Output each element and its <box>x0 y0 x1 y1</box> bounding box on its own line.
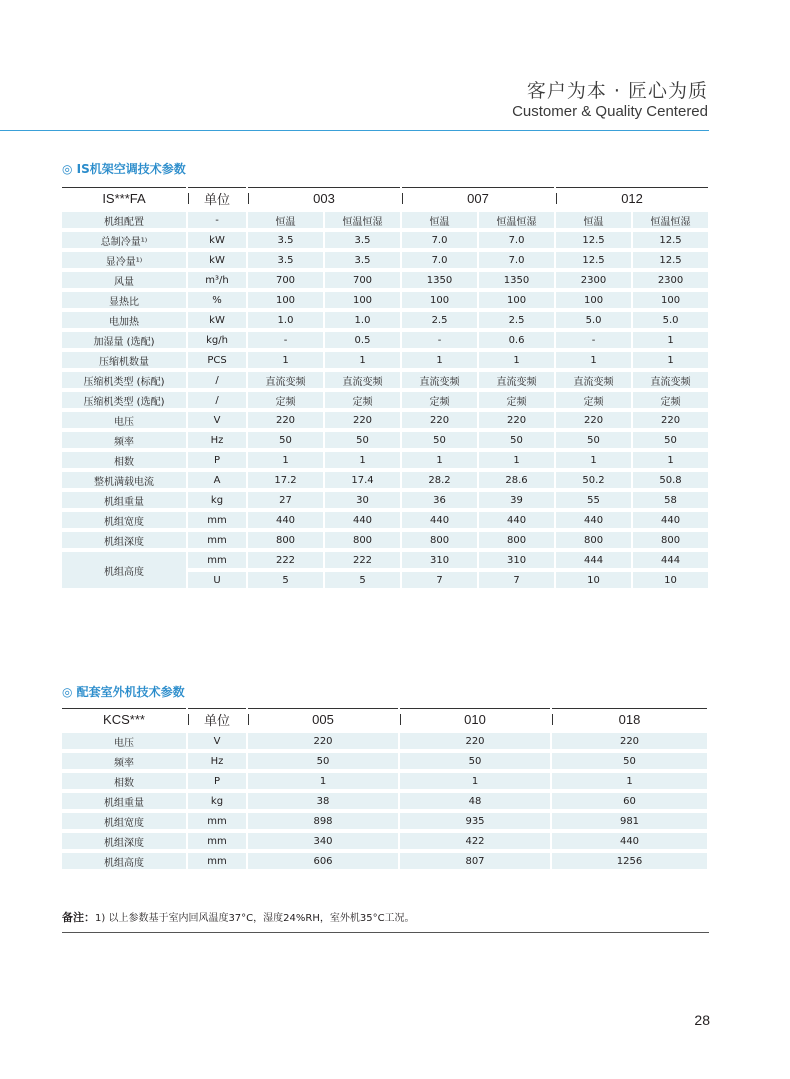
row-value: 58 <box>633 492 708 508</box>
row-unit: mm <box>188 512 246 528</box>
table-row <box>62 232 708 248</box>
table-row <box>62 332 708 348</box>
row-unit: Hz <box>188 432 246 448</box>
row-value: 38 <box>248 793 398 809</box>
row-value: 60 <box>552 793 707 809</box>
row-value: 定频 <box>325 392 400 408</box>
row-value: 440 <box>556 512 631 528</box>
row-label: 频率 <box>62 432 186 448</box>
row-unit: P <box>188 452 246 468</box>
row-value: 50 <box>248 753 398 769</box>
row-value: 1 <box>248 773 398 789</box>
table-row <box>62 492 708 508</box>
row-label: 机组重量 <box>62 793 186 809</box>
row-value: 220 <box>400 733 550 749</box>
table-row <box>62 733 707 749</box>
row-value: 440 <box>633 512 708 528</box>
row-value: 100 <box>633 292 708 308</box>
row-label: 压缩机类型 (选配) <box>62 392 186 408</box>
row-value: 30 <box>325 492 400 508</box>
row-value: 1 <box>556 452 631 468</box>
row-value: 恒温恒湿 <box>479 212 554 228</box>
table-row <box>62 292 708 308</box>
row-label: 相数 <box>62 452 186 468</box>
row-value: 444 <box>633 552 708 568</box>
row-value: 12.5 <box>633 252 708 268</box>
row-value: 12.5 <box>556 252 631 268</box>
row-value: 恒温 <box>248 212 323 228</box>
row-label: 机组深度 <box>62 532 186 548</box>
row-value: 440 <box>248 512 323 528</box>
row-unit: / <box>188 392 246 408</box>
row-label: 机组宽度 <box>62 813 186 829</box>
row-value: 1.0 <box>248 312 323 328</box>
row-value: 310 <box>402 552 477 568</box>
table-row <box>62 372 708 388</box>
row-value: - <box>402 332 477 348</box>
row-value: 2.5 <box>479 312 554 328</box>
row-value: 1350 <box>402 272 477 288</box>
row-value: 50 <box>633 432 708 448</box>
row-value: 恒温 <box>402 212 477 228</box>
row-value: 1 <box>633 352 708 368</box>
row-value: 5 <box>325 572 400 588</box>
row-value: 55 <box>556 492 631 508</box>
page-number: 28 <box>694 1012 710 1028</box>
row-value: 10 <box>633 572 708 588</box>
row-unit: U <box>188 572 246 588</box>
row-unit: V <box>188 412 246 428</box>
row-value: 800 <box>479 532 554 548</box>
table-row <box>62 252 708 268</box>
row-value: 222 <box>325 552 400 568</box>
row-value: 220 <box>248 412 323 428</box>
header-model-010: 010 <box>400 708 550 729</box>
row-value: 定频 <box>479 392 554 408</box>
table-row <box>62 272 708 288</box>
row-value: 0.6 <box>479 332 554 348</box>
table-row <box>62 212 708 228</box>
row-value: 220 <box>248 733 398 749</box>
table-row <box>62 813 707 829</box>
table-row <box>62 512 708 528</box>
kcs-spec-table <box>60 704 709 873</box>
row-value: 12.5 <box>556 232 631 248</box>
row-unit: / <box>188 372 246 388</box>
row-unit: Hz <box>188 753 246 769</box>
row-value: 100 <box>479 292 554 308</box>
row-value: 220 <box>402 412 477 428</box>
row-value: 898 <box>248 813 398 829</box>
header-model: IS***FA <box>62 187 186 208</box>
table-row <box>62 773 707 789</box>
row-value: 1.0 <box>325 312 400 328</box>
row-value: 10 <box>556 572 631 588</box>
table-row <box>62 352 708 368</box>
row-value: 1 <box>248 452 323 468</box>
row-value: 定频 <box>633 392 708 408</box>
row-value: 100 <box>402 292 477 308</box>
section-title-is: ◎ IS机架空调技术参数 <box>62 162 186 176</box>
row-value: 1 <box>479 352 554 368</box>
row-value: 1 <box>402 452 477 468</box>
footnote <box>62 909 415 925</box>
row-value: 220 <box>552 733 707 749</box>
row-value: 220 <box>556 412 631 428</box>
row-value: 1 <box>633 452 708 468</box>
table-row <box>62 793 707 809</box>
header-model-012: 012 <box>556 187 708 208</box>
row-value: 直流变频 <box>325 372 400 388</box>
row-value: 定频 <box>556 392 631 408</box>
row-value: 220 <box>479 412 554 428</box>
header-subtitle: Customer & Quality Centered <box>512 103 708 120</box>
row-unit: kW <box>188 312 246 328</box>
table-row <box>62 753 707 769</box>
row-label: 整机满载电流 <box>62 472 186 488</box>
table-row <box>62 432 708 448</box>
row-label: 总制冷量¹⁾ <box>62 232 186 248</box>
row-value: 1 <box>248 352 323 368</box>
row-value: 800 <box>402 532 477 548</box>
row-value: 50 <box>556 432 631 448</box>
table-row <box>62 392 708 408</box>
row-value: - <box>556 332 631 348</box>
row-unit: mm <box>188 853 246 869</box>
row-unit: m³/h <box>188 272 246 288</box>
footnote-divider <box>62 932 709 933</box>
row-value: 17.4 <box>325 472 400 488</box>
row-value: 28.6 <box>479 472 554 488</box>
row-value: 17.2 <box>248 472 323 488</box>
row-value: - <box>248 332 323 348</box>
row-value: 800 <box>325 532 400 548</box>
row-unit: % <box>188 292 246 308</box>
row-unit: mm <box>188 532 246 548</box>
row-value: 直流变频 <box>556 372 631 388</box>
row-label: 相数 <box>62 773 186 789</box>
row-value: 3.5 <box>325 252 400 268</box>
header-title: 客户为本 · 匠心为质 <box>526 80 708 102</box>
row-value: 1350 <box>479 272 554 288</box>
header-model-003: 003 <box>248 187 400 208</box>
row-value: 50.2 <box>556 472 631 488</box>
row-value: 1 <box>325 352 400 368</box>
row-unit: kg <box>188 492 246 508</box>
row-value: 5.0 <box>633 312 708 328</box>
row-value: 440 <box>325 512 400 528</box>
row-value: 310 <box>479 552 554 568</box>
row-value: 27 <box>248 492 323 508</box>
table-row <box>62 452 708 468</box>
header-unit: 单位 <box>188 708 246 729</box>
row-value: 定频 <box>248 392 323 408</box>
row-value: 直流变频 <box>402 372 477 388</box>
row-value: 222 <box>248 552 323 568</box>
row-value: 50 <box>402 432 477 448</box>
row-value: 7.0 <box>479 232 554 248</box>
row-value: 1 <box>556 352 631 368</box>
row-label: 机组宽度 <box>62 512 186 528</box>
row-value: 50.8 <box>633 472 708 488</box>
row-unit: mm <box>188 813 246 829</box>
row-value: 3.5 <box>248 252 323 268</box>
row-value: 直流变频 <box>479 372 554 388</box>
table-row <box>62 412 708 428</box>
row-label: 机组高度 <box>62 552 186 588</box>
row-value: 444 <box>556 552 631 568</box>
row-value: 100 <box>248 292 323 308</box>
row-value: 981 <box>552 813 707 829</box>
row-value: 100 <box>325 292 400 308</box>
row-value: 36 <box>402 492 477 508</box>
table-row <box>62 552 708 568</box>
row-label: 显热比 <box>62 292 186 308</box>
header-model-007: 007 <box>402 187 554 208</box>
row-value: 935 <box>400 813 550 829</box>
row-value: 1 <box>552 773 707 789</box>
row-label: 加湿量 (选配) <box>62 332 186 348</box>
table-row <box>62 472 708 488</box>
row-value: 422 <box>400 833 550 849</box>
row-value: 606 <box>248 853 398 869</box>
row-unit: mm <box>188 552 246 568</box>
row-value: 1 <box>400 773 550 789</box>
row-label: 电压 <box>62 733 186 749</box>
row-label: 机组深度 <box>62 833 186 849</box>
header-divider <box>0 130 709 131</box>
row-value: 1 <box>479 452 554 468</box>
table-row <box>62 853 707 869</box>
footnote-label: 备注： <box>62 911 95 924</box>
row-value: 800 <box>556 532 631 548</box>
row-value: 28.2 <box>402 472 477 488</box>
row-label: 压缩机类型 (标配) <box>62 372 186 388</box>
header-model: KCS*** <box>62 708 186 729</box>
footnote-text: 1) 以上参数基于室内回风温度37°C，湿度24%RH，室外机35°C工况。 <box>95 913 415 924</box>
row-unit: V <box>188 733 246 749</box>
row-unit: - <box>188 212 246 228</box>
row-value: 5 <box>248 572 323 588</box>
row-value: 50 <box>552 753 707 769</box>
header-model-005: 005 <box>248 708 398 729</box>
row-unit: kW <box>188 232 246 248</box>
row-value: 800 <box>633 532 708 548</box>
header-unit: 单位 <box>188 187 246 208</box>
row-label: 机组高度 <box>62 853 186 869</box>
row-label: 电加热 <box>62 312 186 328</box>
row-value: 定频 <box>402 392 477 408</box>
row-unit: kg/h <box>188 332 246 348</box>
row-unit: kW <box>188 252 246 268</box>
row-value: 7 <box>479 572 554 588</box>
row-value: 800 <box>248 532 323 548</box>
row-value: 220 <box>325 412 400 428</box>
row-value: 50 <box>479 432 554 448</box>
row-label: 风量 <box>62 272 186 288</box>
row-value: 807 <box>400 853 550 869</box>
row-unit: P <box>188 773 246 789</box>
row-value: 220 <box>633 412 708 428</box>
row-value: 440 <box>552 833 707 849</box>
row-label: 机组配置 <box>62 212 186 228</box>
row-value: 1 <box>325 452 400 468</box>
row-value: 2.5 <box>402 312 477 328</box>
table-row <box>62 312 708 328</box>
row-unit: kg <box>188 793 246 809</box>
row-value: 2300 <box>633 272 708 288</box>
row-label: 电压 <box>62 412 186 428</box>
row-value: 39 <box>479 492 554 508</box>
row-value: 440 <box>479 512 554 528</box>
row-unit: mm <box>188 833 246 849</box>
row-value: 恒温恒湿 <box>325 212 400 228</box>
row-value: 50 <box>248 432 323 448</box>
row-value: 100 <box>556 292 631 308</box>
row-value: 50 <box>325 432 400 448</box>
row-value: 恒温恒湿 <box>633 212 708 228</box>
row-value: 700 <box>325 272 400 288</box>
table-row <box>62 833 707 849</box>
row-value: 340 <box>248 833 398 849</box>
row-value: 0.5 <box>325 332 400 348</box>
row-value: 2300 <box>556 272 631 288</box>
row-value: 3.5 <box>325 232 400 248</box>
row-label: 显冷量¹⁾ <box>62 252 186 268</box>
row-label: 频率 <box>62 753 186 769</box>
section-title-kcs: ◎ 配套室外机技术参数 <box>62 685 185 699</box>
row-value: 1 <box>402 352 477 368</box>
row-unit: A <box>188 472 246 488</box>
is-spec-table <box>60 183 710 592</box>
row-value: 直流变频 <box>633 372 708 388</box>
row-value: 5.0 <box>556 312 631 328</box>
row-value: 7.0 <box>402 252 477 268</box>
header-model-018: 018 <box>552 708 707 729</box>
row-value: 7.0 <box>402 232 477 248</box>
row-value: 恒温 <box>556 212 631 228</box>
row-value: 440 <box>402 512 477 528</box>
row-value: 3.5 <box>248 232 323 248</box>
row-unit: PCS <box>188 352 246 368</box>
row-value: 700 <box>248 272 323 288</box>
row-value: 7 <box>402 572 477 588</box>
row-value: 直流变频 <box>248 372 323 388</box>
row-value: 1256 <box>552 853 707 869</box>
row-value: 12.5 <box>633 232 708 248</box>
row-label: 压缩机数量 <box>62 352 186 368</box>
row-label: 机组重量 <box>62 492 186 508</box>
row-value: 7.0 <box>479 252 554 268</box>
row-value: 50 <box>400 753 550 769</box>
row-value: 48 <box>400 793 550 809</box>
row-value: 1 <box>633 332 708 348</box>
table-row <box>62 532 708 548</box>
